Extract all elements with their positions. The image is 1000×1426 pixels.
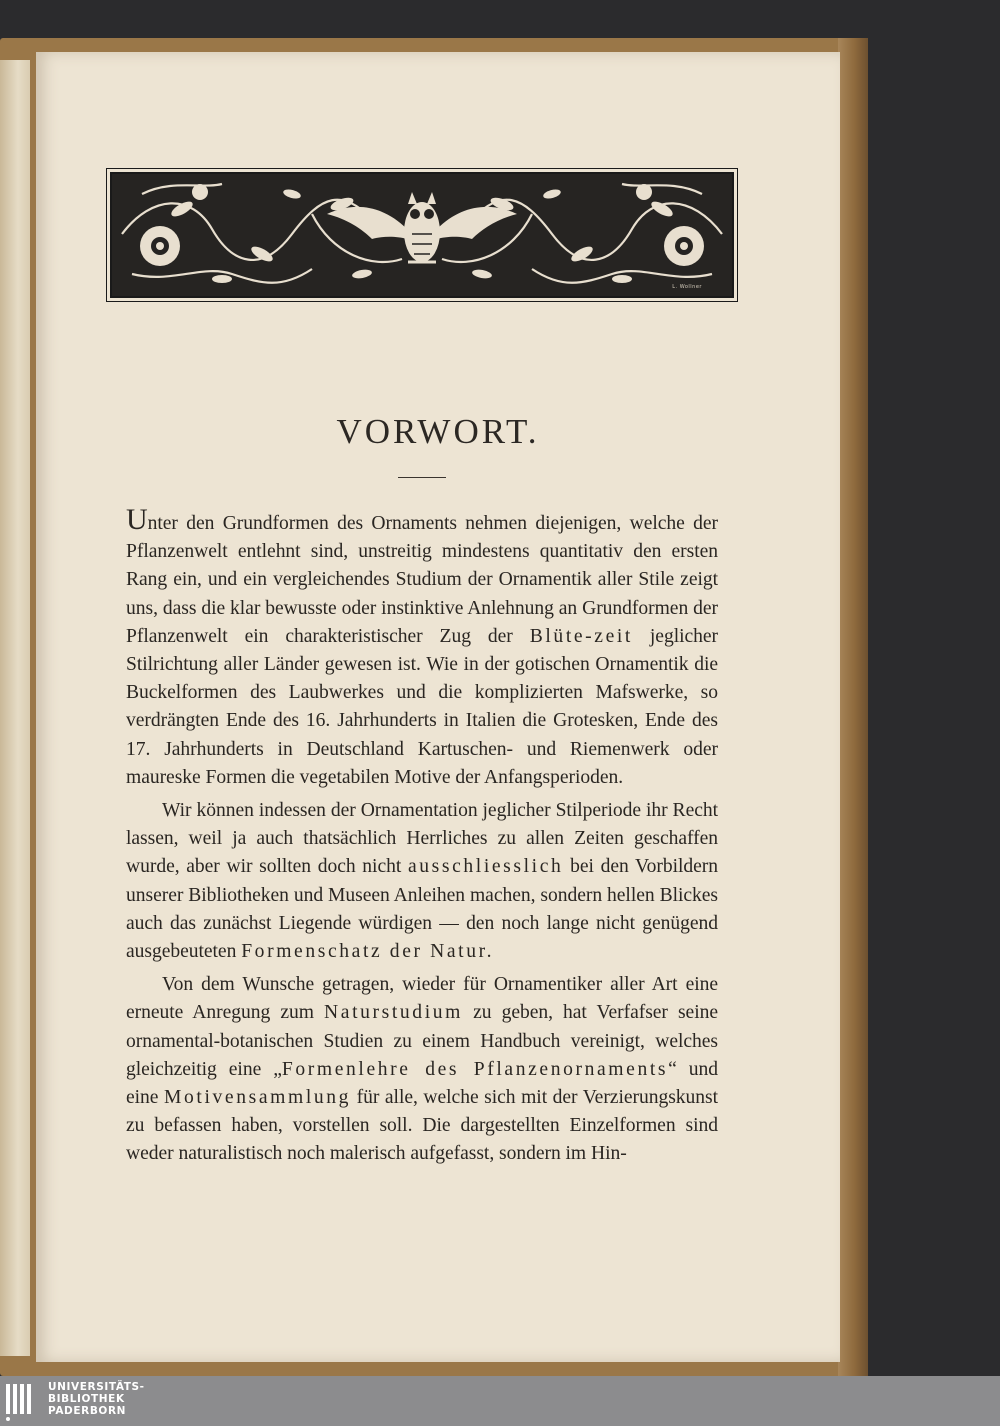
emphasized-text: Naturstudium: [324, 1002, 463, 1024]
emphasized-text: Formenschatz der Natur.: [241, 941, 495, 963]
emphasized-text: Formenlehre des Pflanzenornaments: [281, 1058, 669, 1080]
paragraph-text: “ und eine: [126, 1058, 718, 1109]
paragraph-text: jeglicher Stilrichtung aller Länder gewesen ist. Wie in der gotischen Ornamentik die Buckelformen des Laubwerkes und die komplizierten Mafswerke, so verdrängten Ende des 16. Jahrhunderts in Italien die Grotesken, Ende des 17. Jahrhunderts in Deutschland Kartuschen- und Riemenwerk oder maureske Formen die vegetabilen Motive der Anfangsperioden.: [126, 625, 718, 788]
page-title: VORWORT.: [336, 412, 540, 451]
drop-cap: U: [126, 503, 148, 536]
paragraph-2: [126, 797, 718, 966]
engraver-signature: L. Wollner: [672, 284, 702, 290]
library-footer-bar: [0, 1376, 1000, 1426]
paragraph-3: [126, 971, 718, 1168]
ornamental-header-band: [110, 172, 734, 298]
library-name-line: PADERBORN: [48, 1405, 127, 1417]
library-name-line: BIBLIOTHEK: [48, 1393, 125, 1405]
library-name: [48, 1381, 145, 1417]
book-page: [36, 52, 840, 1362]
paragraph-text: zu geben, hat Verfafser seine ornamental-botanischen Studien zu einem Handbuch vereinigt, welches gleichzeitig eine „: [126, 1002, 718, 1080]
paragraph-text: Von dem Wunsche getragen, wieder für Ornamentiker aller Art eine erneute Anregung zum: [126, 974, 718, 1024]
paragraph-text: für alle, welche sich mit der Verzierungskunst zu befassen haben, vorstellen soll. Die dargestellten Einzelformen sind weder naturalistisch noch malerisch aufgefasst, sondern im Hin-: [126, 1087, 718, 1165]
body-text: [126, 503, 718, 1169]
left-page-edge: [0, 60, 30, 1356]
emphasized-text: Blüte-zeit: [529, 625, 633, 647]
paragraph-text: nter den Grundformen des Ornaments nehmen diejenigen, welche der Pflanzenwelt entlehnt sind, unstreitig mindestens quantitativ den ersten Rang ein, und ein vergleichendes Studium der Ornamentik aller Stile zeigt uns, dass die klar bewusste oder instinktive Anlehnung an Grundformen der Pflanzenwelt ein charakteristischer Zug der: [126, 513, 718, 647]
library-logo-icon: [4, 1380, 38, 1422]
paragraph-1: [126, 503, 718, 792]
title-divider: [398, 477, 446, 478]
paragraph-text: bei den Vorbildern unserer Bibliotheken und Museen Anleihen machen, sondern hellen Blickes auch das zunächst Liegende würdigen — den noch lange nicht genügend ausgebeuteten: [126, 856, 718, 963]
library-name-line: UNIVERSITÄTS-: [48, 1381, 145, 1393]
paragraph-text: Wir können indessen der Ornamentation jeglicher Stilperiode ihr Recht lassen, weil ja auch thatsächlich Herrliches zu allen Zeiten geschaffen wurde, aber wir sollten doch nicht: [126, 800, 718, 878]
emphasized-text: Motivensammlung: [164, 1087, 352, 1109]
book-cover-edge: [838, 38, 868, 1376]
floral-owl-ornament-image: [112, 174, 732, 296]
emphasized-text: ausschliesslich: [407, 856, 564, 878]
